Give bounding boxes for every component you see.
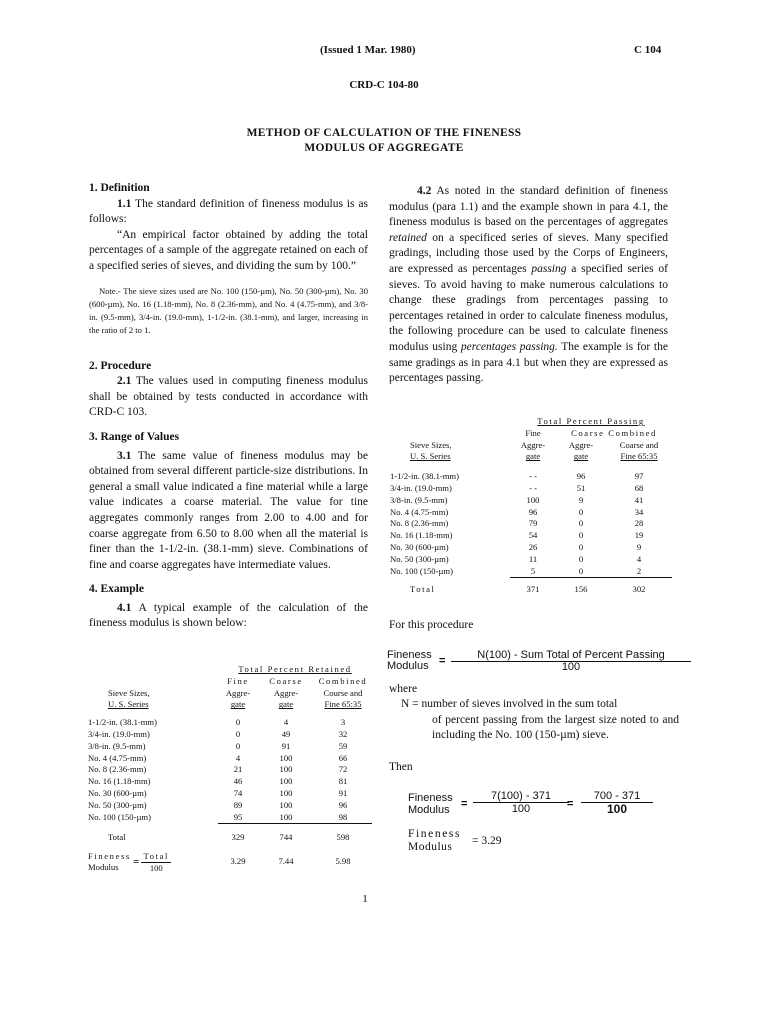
para-1-1 [89, 197, 368, 228]
left-column [89, 181, 368, 632]
standard-code: C 104 [634, 44, 662, 56]
value-cell: - - [529, 482, 537, 493]
document-id: CRD-C 104-80 [349, 79, 419, 91]
procedure-intro: For this procedure [389, 619, 474, 631]
para-4-2 [389, 184, 668, 387]
value-cell: 26 [528, 541, 538, 552]
table-row [388, 566, 672, 578]
para-4-2-text-a: As noted in the standard definition of fineness modulus (para 1.1) and the example shown in para 4.1, the fineness modulus is based on the percentages of aggregates [389, 185, 668, 229]
n-definition-line-2: of percent passing from the largest size noted to and including the No. 100 (150-µm) sieve. [432, 713, 679, 742]
section-1-heading: 1. Definition [89, 182, 150, 194]
formula-fm-label-2: Modulus [387, 659, 429, 672]
table-row [388, 554, 672, 566]
value-cell: 0 [578, 530, 584, 541]
table-row [388, 507, 672, 519]
sieve-size-cell: No. 100 (150-µm) [88, 811, 151, 822]
value-cell: 46 [233, 776, 243, 787]
value-cell: 72 [338, 764, 348, 775]
value-cell: 66 [338, 752, 348, 763]
value-cell: 95 [218, 812, 258, 824]
col-fine-agg-2: gate [230, 699, 246, 710]
n-definition-line-1: N = number of sieves involved in the sum total [401, 698, 618, 711]
table-row [388, 518, 672, 530]
value-cell: 21 [233, 764, 243, 775]
table-row [88, 812, 372, 824]
table-row [88, 717, 372, 729]
value-cell: 34 [634, 506, 644, 517]
value-cell: 4 [283, 717, 289, 728]
col2-combined-1: Coarse and [619, 439, 659, 450]
value-cell: 54 [528, 530, 538, 541]
value-cell: 49 [281, 728, 291, 739]
value-cell: 9 [578, 494, 584, 505]
sieve-size-cell: No. 100 (150-µm) [390, 565, 453, 576]
value-cell: 97 [634, 471, 644, 482]
value-cell: 68 [634, 482, 644, 493]
para-3-1 [89, 449, 368, 574]
col-combined-2: Fine 65:35 [324, 699, 362, 710]
value-cell: 4 [636, 553, 642, 564]
retained-table-grid [88, 664, 372, 874]
para-4-2-italic-retained: retained [389, 231, 427, 244]
value-cell: 100 [258, 812, 314, 824]
value-cell: 11 [528, 553, 538, 564]
para-4-2-text-c: a specified series of sieves. To avoid having to make numerous calculations to change these gradings from percentages passing to percentages retained in order to calculate fineness modulus, the following procedure can be used to calculate fineness modulus using [389, 262, 668, 353]
value-cell: 28 [634, 518, 644, 529]
passing-table-group-header: Total Percent Passing [537, 416, 645, 426]
fm-denominator: 100 [149, 862, 163, 873]
where-label: where [389, 682, 418, 695]
sieve-note: Note.- The sieve sizes used are No. 100 (150-µm), No. 50 (300-µm), No. 30 (600-µm), No. 16 (1.18-mm), No. 8 (2.36-mm), and No. 4 (4.75-mm), and 3/8-in. (9.5-mm), 3/4-in. (19.0-mm), 1-1/2-in. (38.1-mm), and larger, increasing in the ratio of 2 to 1. [89, 285, 368, 335]
title-line-2: MODULUS OF AGGREGATE [304, 142, 464, 154]
table-row [88, 753, 372, 765]
calc-numerator-1: 7(100) - 371 [473, 790, 569, 803]
col-combined: Combined [318, 675, 368, 686]
fm-label-1: Fineness [88, 851, 131, 862]
value-cell: 79 [528, 518, 538, 529]
formula-denominator: 100 [561, 660, 581, 673]
value-cell: 9 [636, 541, 642, 552]
table-row [388, 542, 672, 554]
value-cell: 19 [634, 530, 644, 541]
value-cell: 96 [528, 506, 538, 517]
calc-fm-label-1: Fineness [408, 791, 453, 804]
value-cell: 5 [510, 566, 556, 578]
sieve-size-cell: No. 4 (4.75-mm) [390, 506, 449, 517]
col2-combined: Combined [608, 427, 657, 438]
value-cell: 100 [279, 764, 293, 775]
col-coarse-agg-1: Aggre- [273, 687, 299, 698]
para-4-1 [89, 601, 368, 632]
col2-sieve-1: Sieve Sizes, [410, 439, 452, 450]
right-column [389, 184, 668, 387]
para-4-1-number: 4.1 [117, 601, 132, 614]
result-value: = 3.29 [472, 834, 502, 847]
col2-sieve-2: U. S. Series [410, 451, 451, 462]
col-coarse-agg-2: gate [278, 699, 294, 710]
title-line-1: METHOD OF CALCULATION OF THE FINENESS [246, 127, 522, 139]
table-row [388, 530, 672, 542]
table-row [388, 471, 672, 483]
value-cell: - - [529, 471, 537, 482]
sieve-size-cell: 3/8-in. (9.5-mm) [88, 740, 146, 751]
sieve-size-cell: No. 16 (1.18-mm) [390, 530, 453, 541]
value-cell: 2 [606, 566, 672, 578]
result-line [389, 828, 679, 856]
fm-numerator: Total [143, 850, 170, 861]
sieve-size-cell: No. 50 (300-µm) [390, 553, 449, 564]
value-cell: 81 [338, 776, 348, 787]
para-4-2-number: 4.2 [417, 185, 432, 197]
fm-fine: 3.29 [230, 856, 246, 867]
calc-fm-label-2: Modulus [408, 803, 450, 816]
result-fm-label-2: Modulus [408, 840, 453, 853]
value-cell: 100 [279, 787, 293, 798]
value-cell: 0 [556, 566, 606, 578]
value-cell: 100 [279, 776, 293, 787]
para-2-1-number: 2.1 [117, 375, 132, 388]
value-cell: 100 [279, 752, 293, 763]
retained-total-combined: 598 [336, 832, 350, 843]
calc-equals-1: = [461, 797, 468, 810]
value-cell: 41 [634, 494, 644, 505]
retained-table-group-header: Total Percent Retained [238, 664, 352, 674]
table-row [88, 764, 372, 776]
col-sieve-1: Sieve Sizes, [108, 687, 150, 698]
formula-fm-label-1: Fineness [387, 648, 432, 661]
col-fine-agg-1: Aggre- [225, 687, 251, 698]
para-2-1 [89, 374, 368, 421]
value-cell: 0 [578, 506, 584, 517]
table-row [88, 741, 372, 753]
fm-label-2: Modulus [88, 862, 119, 873]
passing-total-label: Total [410, 584, 436, 595]
value-cell: 0 [578, 518, 584, 529]
sieve-size-cell: No. 30 (600-µm) [88, 787, 147, 798]
table-row [88, 800, 372, 812]
then-label: Then [389, 760, 413, 773]
col2-fine-agg-2: gate [525, 451, 541, 462]
retained-total-label: Total [108, 832, 126, 843]
value-cell: 3 [340, 717, 346, 728]
para-1-1-number: 1.1 [117, 197, 132, 210]
para-2-1-text: The values used in computing fineness modulus shall be obtained by tests conducted in accordance with CRD-C 103. [89, 375, 368, 419]
calc-denominator-1: 100 [511, 802, 531, 815]
para-4-1-text: A typical example of the calculation of the fineness modulus is shown below: [89, 601, 368, 630]
sieve-size-cell: No. 8 (2.36-mm) [88, 764, 147, 775]
result-fm-label-1: Fineness [408, 827, 462, 840]
value-cell: 96 [338, 799, 348, 810]
sieve-size-cell: 3/4-in. (19.0-mm) [390, 482, 452, 493]
sieve-size-cell: 3/8-in. (9.5-mm) [390, 494, 448, 505]
table-row [388, 495, 672, 507]
fm-equals: = [133, 855, 140, 868]
fm-formula-cell [88, 850, 218, 874]
procedure-formula [389, 650, 679, 676]
issue-date: (Issued 1 Mar. 1980) [320, 44, 416, 56]
value-cell: 91 [338, 787, 348, 798]
para-4-2-italic-passing: passing [531, 262, 567, 275]
col2-fine: Fine [525, 427, 541, 438]
sieve-size-cell: No. 30 (600-µm) [390, 541, 449, 552]
col-sieve-2: U. S. Series [108, 699, 149, 710]
col-combined-1: Course and [323, 687, 363, 698]
col2-coarse: Coarse [571, 427, 605, 438]
col-fine: Fine [227, 675, 249, 686]
fm-coarse: 7.44 [278, 856, 294, 867]
fm-combined: 5.98 [335, 856, 351, 867]
col-coarse: Coarse [269, 675, 303, 686]
section-2-heading: 2. Procedure [89, 359, 152, 372]
value-cell: 4 [235, 752, 241, 763]
sieve-size-cell: 3/4-in. (19.0-mm) [88, 728, 150, 739]
passing-table-grid [388, 416, 672, 596]
sieve-size-cell: No. 16 (1.18-mm) [88, 776, 151, 787]
definition-quote: “An empirical factor obtained by adding the total percentages of a sample of the aggregate retained on each of a specified series of sieves, and dividing the sum by 100.” [89, 228, 368, 272]
col2-coarse-agg-2: gate [573, 451, 589, 462]
calculation-line [389, 790, 679, 818]
sieve-size-cell: No. 8 (2.36-mm) [390, 518, 449, 529]
calc-equals-2: = [567, 797, 574, 810]
value-cell: 74 [233, 787, 243, 798]
passing-total-combined: 302 [632, 584, 646, 595]
section-4-heading: 4. Example [89, 583, 144, 596]
para-3-1-text: The same value of fineness modulus may be obtained from several different particle-size distributions. In general a small value indicated a fine material while a large value indicates a coarse material. The value for tine aggregates commonly ranges from 2.00 to 4.00 and for coarse aggregate from 6.50 to 8.00 when all the material is finer than the 1-1/2-in. (38.1-mm) sieve. Combinations of fine and coarse aggregates have intermediate values. [89, 449, 368, 571]
para-3-1-number: 3.1 [117, 449, 132, 462]
value-cell: 89 [233, 799, 243, 810]
para-4-2-italic-percentages: percentages passing. [460, 340, 558, 353]
value-cell: 51 [576, 482, 586, 493]
value-cell: 59 [338, 740, 348, 751]
formula-numerator: N(100) - Sum Total of Percent Passing [451, 650, 691, 662]
value-cell: 0 [235, 717, 241, 728]
document-title [0, 126, 768, 156]
table-row [88, 788, 372, 800]
para-1-1-text: The standard definition of fineness modulus is as follows: [89, 197, 368, 226]
retained-table [88, 664, 372, 874]
page-number: 1 [362, 893, 368, 905]
procedure-block [389, 618, 679, 856]
value-cell: 32 [338, 728, 348, 739]
sieve-size-cell: No. 50 (300-µm) [88, 799, 147, 810]
value-cell: 100 [526, 494, 540, 505]
passing-table [388, 416, 672, 596]
value-cell: 100 [279, 799, 293, 810]
sieve-size-cell: No. 4 (4.75-mm) [88, 752, 147, 763]
section-3-heading: 3. Range of Values [89, 430, 180, 443]
para-4-2-text-d: The example is for the same gradings as in para 4.1 but when they are expressed as percentages passing. [389, 340, 668, 385]
value-cell: 0 [235, 728, 241, 739]
para-4-2-text-b: on a specificed series of sieves. Many specified gradings, including those used by the Corps of Engineers, are expressed as percentages [389, 231, 668, 275]
formula-equals: = [439, 654, 446, 667]
table-row [388, 483, 672, 495]
value-cell: 0 [578, 553, 584, 564]
value-cell: 98 [314, 812, 372, 824]
value-cell: 0 [578, 541, 584, 552]
col2-coarse-combined [556, 428, 672, 440]
passing-total-coarse: 156 [574, 584, 588, 595]
value-cell: 0 [235, 740, 241, 751]
retained-total-coarse: 744 [279, 832, 293, 843]
value-cell: 91 [281, 740, 291, 751]
col2-fine-agg-1: Aggre- [520, 439, 546, 450]
sieve-size-cell: 1-1/2-in. (38.1-mm) [390, 471, 459, 482]
retained-total-fine: 329 [231, 832, 245, 843]
calc-denominator-2: 100 [606, 801, 628, 816]
table-row [88, 729, 372, 741]
table-row [88, 776, 372, 788]
col2-combined-2: Fine 65:35 [620, 451, 658, 462]
col2-coarse-agg-1: Aggre- [568, 439, 594, 450]
calc-numerator-2: 700 - 371 [581, 790, 653, 803]
passing-total-fine: 371 [526, 584, 540, 595]
sieve-size-cell: 1-1/2-in. (38.1-mm) [88, 717, 157, 728]
value-cell: 96 [576, 471, 586, 482]
